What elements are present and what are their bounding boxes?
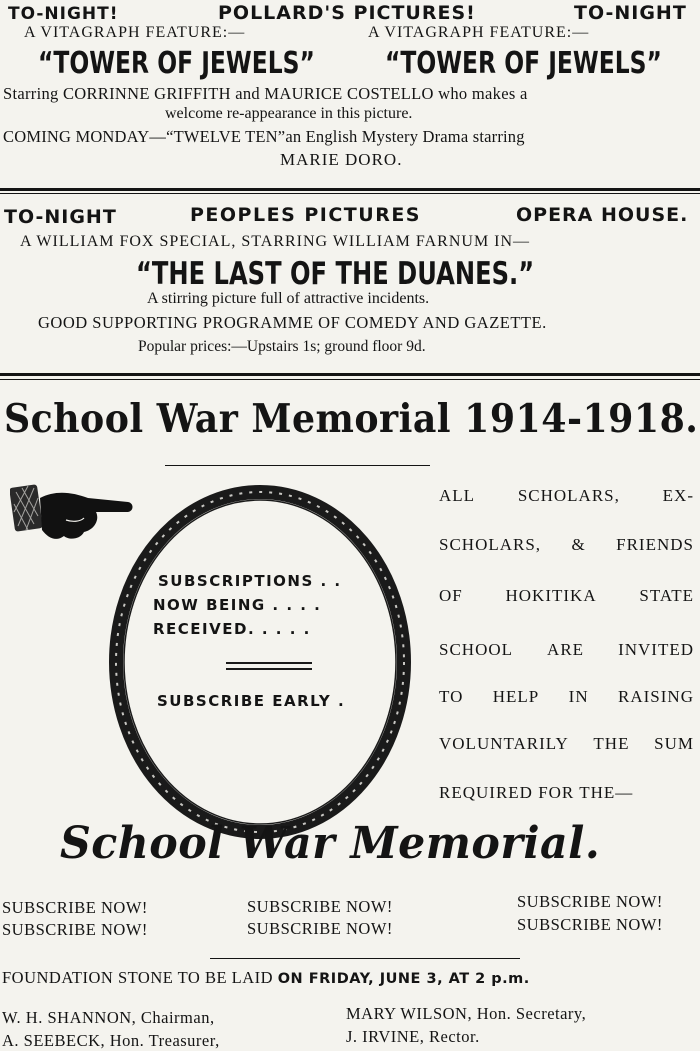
foundation-line: [2, 968, 530, 988]
column-line-1: ALL SCHOLARS, EX-: [439, 486, 694, 505]
column-line-7: REQUIRED FOR THE—: [439, 783, 634, 802]
prices-line: Popular prices:—Upstairs 1s; ground floor 9d.: [138, 338, 426, 355]
starring-line: Starring CORRINNE GRIFFITH and MAURICE COSTELLO who makes a: [3, 84, 528, 103]
marie-doro-line: MARIE DORO.: [280, 150, 403, 169]
subscribe-now-4: SUBSCRIBE NOW!: [247, 919, 393, 938]
peoples-title: PEOPLES PICTURES: [190, 204, 421, 226]
subscribe-now-1: SUBSCRIBE NOW!: [2, 898, 148, 917]
badge-line-now-being: NOW BEING . . . .: [153, 596, 322, 614]
badge-subscribe-early: SUBSCRIBE EARLY .: [157, 692, 346, 710]
subscribe-now-3: SUBSCRIBE NOW!: [247, 897, 393, 916]
column-line-3: OF HOKITIKA STATE: [439, 586, 694, 605]
pollards-tonight-right: TO-NIGHT: [574, 2, 687, 24]
treasurer-line: A. SEEBECK, Hon. Treasurer,: [2, 1031, 220, 1050]
memorial-headline: School War Memorial 1914-1918.: [4, 396, 699, 442]
column-line-2: SCHOLARS, & FRIENDS: [439, 535, 694, 554]
duanes-title: “THE LAST OF THE DUANES.”: [136, 256, 535, 292]
divider-rule-1b: [0, 193, 700, 194]
foundation-prefix: FOUNDATION STONE TO BE LAID: [2, 968, 274, 987]
column-line-6: VOLUNTARILY THE SUM: [439, 734, 694, 753]
foundation-rule: [210, 958, 520, 959]
divider-rule-2: [0, 373, 700, 376]
film-title-left: “TOWER OF JEWELS”: [38, 46, 315, 81]
pollards-tonight-left: TO-NIGHT!: [8, 4, 119, 24]
peoples-venue: OPERA HOUSE.: [516, 204, 689, 226]
feature-label-left: A VITAGRAPH FEATURE:—: [24, 24, 246, 41]
badge-line-subscriptions: SUBSCRIPTIONS . .: [158, 572, 342, 590]
script-title: School War Memorial.: [60, 818, 601, 869]
subscription-ring: [104, 480, 416, 844]
subscribe-now-6: SUBSCRIBE NOW!: [517, 915, 663, 934]
subscribe-now-2: SUBSCRIBE NOW!: [2, 920, 148, 939]
coming-monday-line: COMING MONDAY—“TWELVE TEN”an English Mystery Drama starring: [3, 127, 525, 146]
column-line-5: TO HELP IN RAISING: [439, 687, 694, 706]
badge-line-received: RECEIVED. . . . .: [153, 620, 311, 638]
film-title-right: “TOWER OF JEWELS”: [385, 46, 662, 81]
divider-rule-1: [0, 188, 700, 191]
column-line-4: SCHOOL ARE INVITED: [439, 640, 694, 659]
peoples-tonight: TO-NIGHT: [4, 206, 117, 228]
subscribe-now-5: SUBSCRIBE NOW!: [517, 892, 663, 911]
secretary-line: MARY WILSON, Hon. Secretary,: [346, 1004, 587, 1023]
headline-underline: [165, 465, 430, 466]
feature-label-right: A VITAGRAPH FEATURE:—: [368, 24, 590, 41]
foundation-date: ON FRIDAY, JUNE 3, AT 2 p.m.: [277, 971, 530, 987]
supporting-line: GOOD SUPPORTING PROGRAMME OF COMEDY AND GAZETTE.: [38, 313, 547, 332]
fox-special-line: A WILLIAM FOX SPECIAL, STARRING WILLIAM FARNUM IN—: [20, 233, 531, 250]
rector-line: J. IRVINE, Rector.: [346, 1027, 480, 1046]
stirring-line: A stirring picture full of attractive incidents.: [147, 290, 430, 307]
divider-rule-2b: [0, 379, 700, 380]
pollards-title: POLLARD'S PICTURES!: [218, 2, 476, 24]
chairman-line: W. H. SHANNON, Chairman,: [2, 1008, 215, 1027]
welcome-line: welcome re-appearance in this picture.: [165, 105, 413, 122]
